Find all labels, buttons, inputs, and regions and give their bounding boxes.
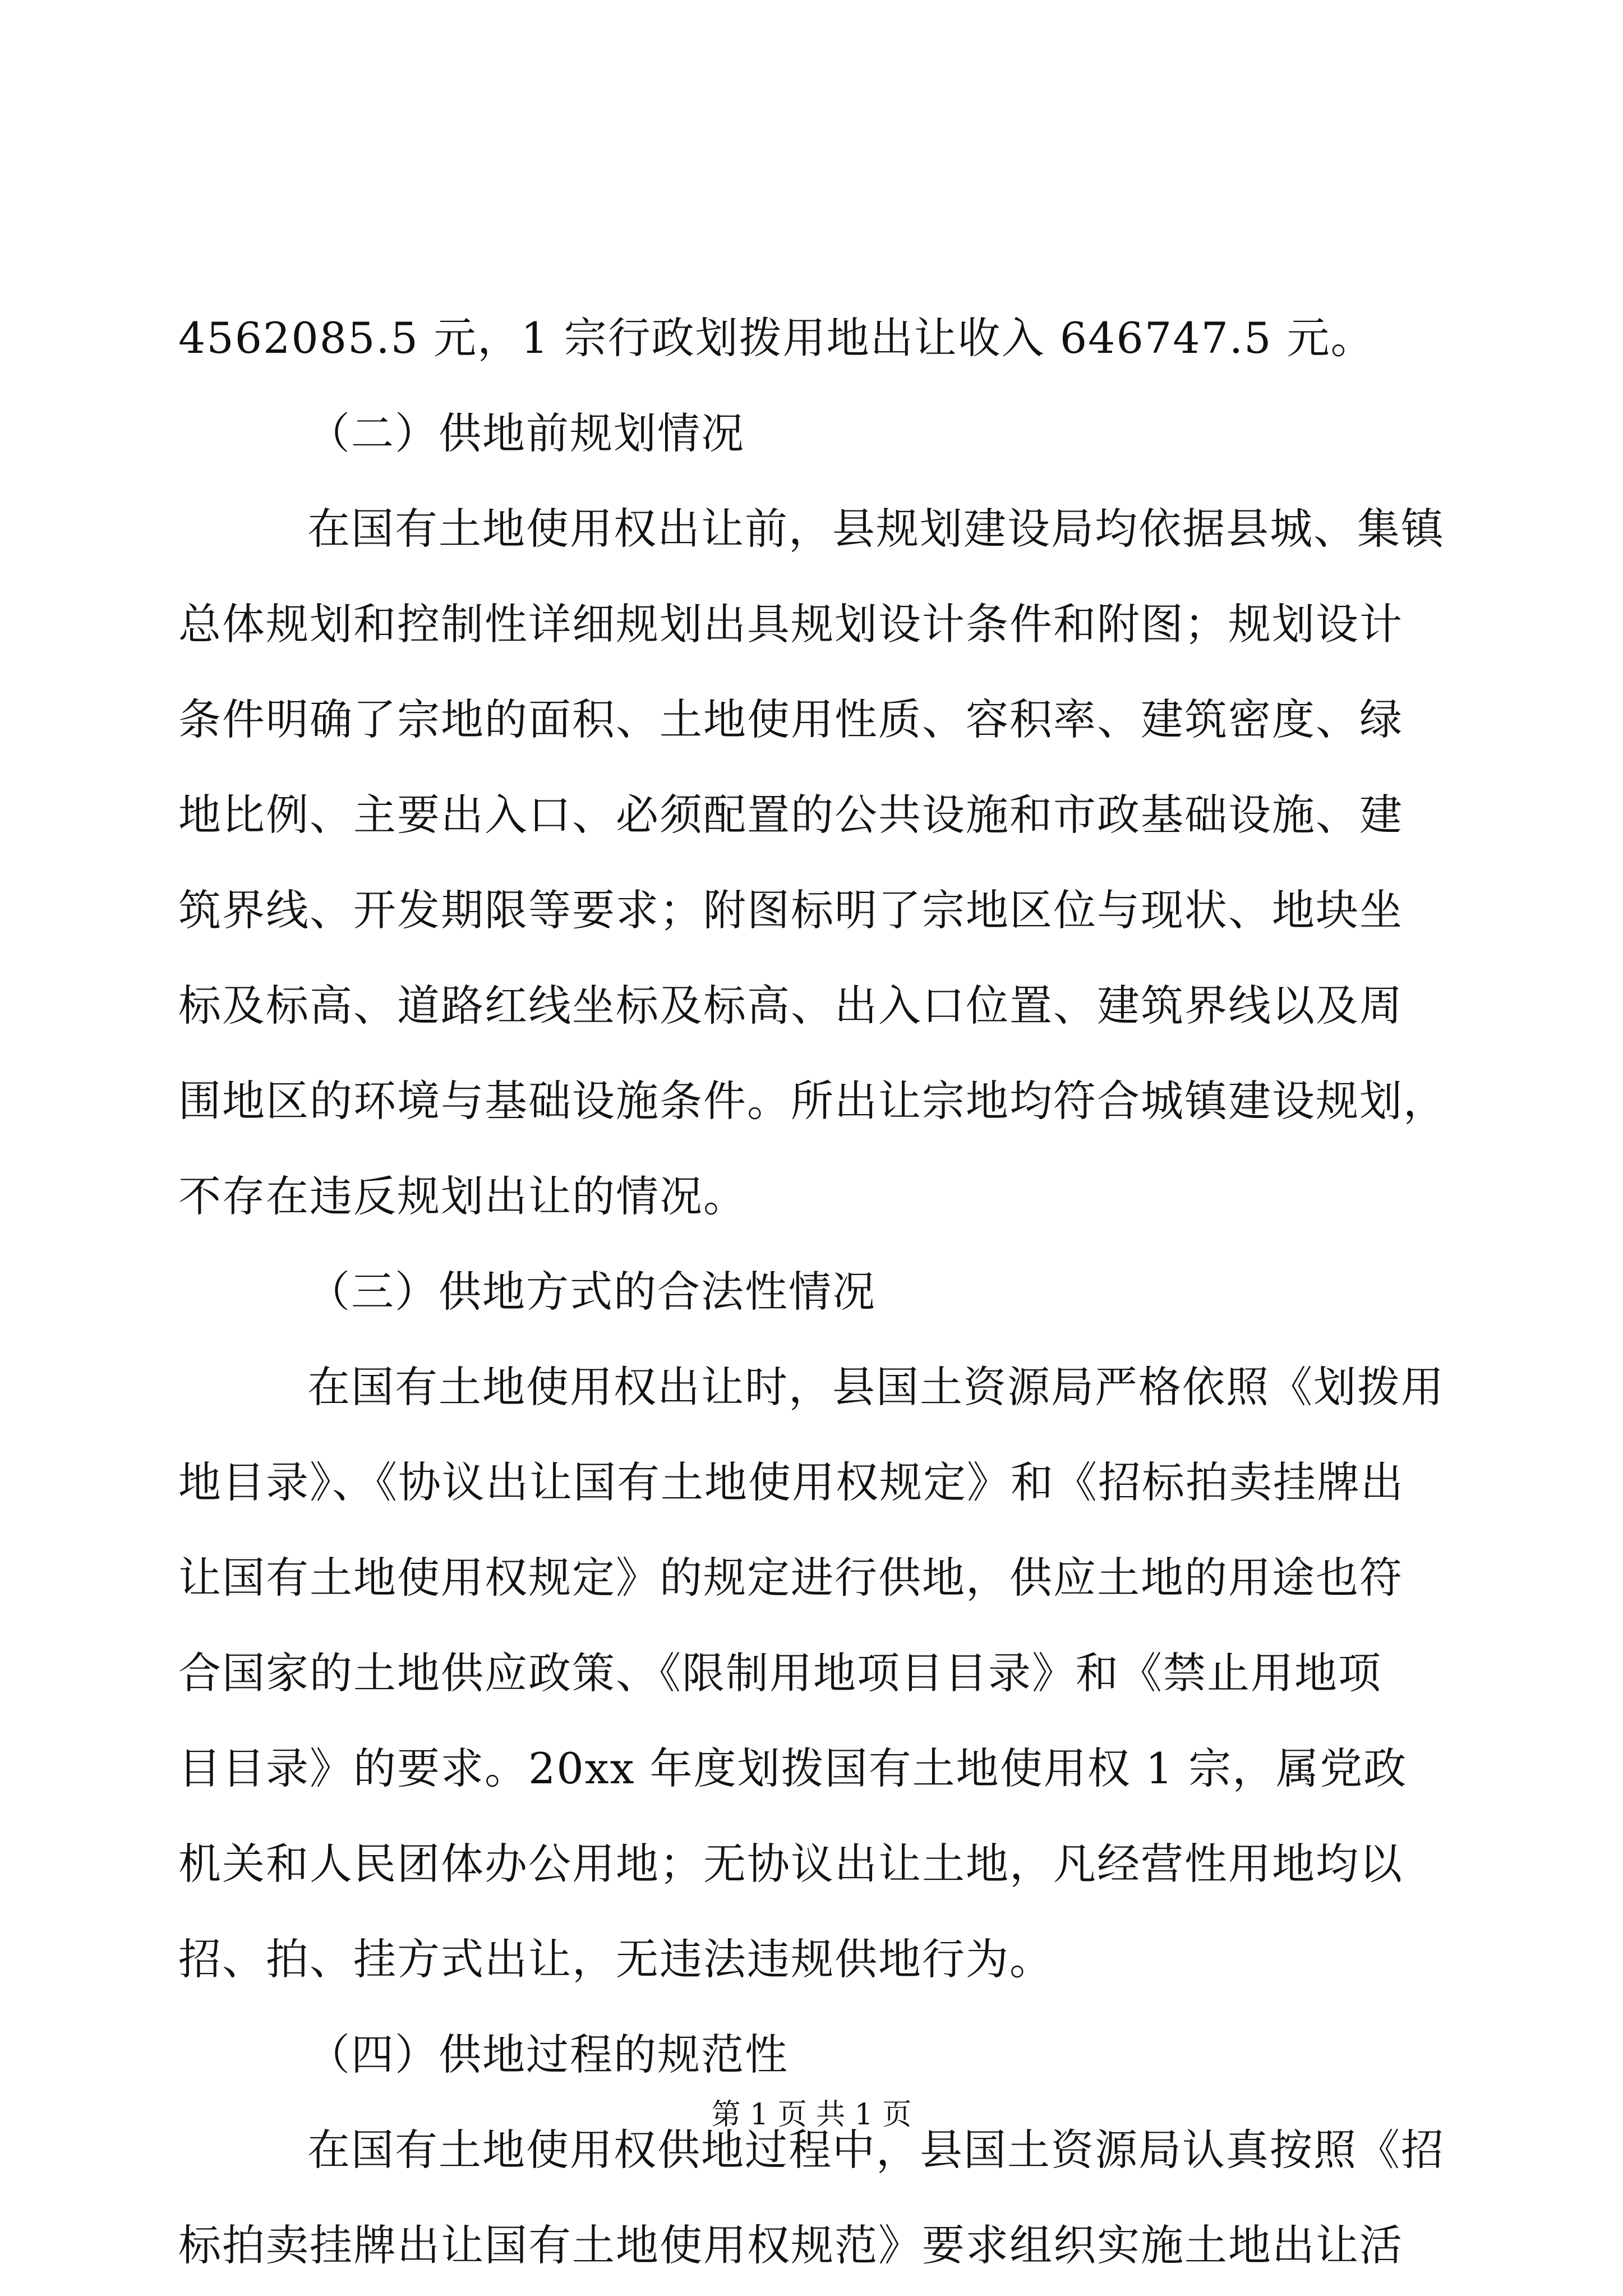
text-line: 地目录》、《协议出让国有土地使用权规定》和《招标拍卖挂牌出 [178,1457,1404,1507]
text-line: 在国有土地使用权出让前，县规划建设局均依据县城、集镇 [307,504,1445,554]
section-heading: （三）供地方式的合法性情况 [307,1267,876,1317]
section-heading: （二）供地前规划情况 [307,408,745,458]
text-line: 在国有土地使用权出让时，县国土资源局严格依照《划拨用 [307,1362,1445,1412]
text-line: 合国家的土地供应政策、《限制用地项目目录》和《禁止用地项 [178,1648,1382,1698]
text-line: 总体规划和控制性详细规划出具规划设计条件和附图；规划设计 [178,599,1403,649]
document-body [178,291,1457,2293]
text-line: 地比例、主要出入口、必须配置的公共设施和市政基础设施、建 [178,790,1403,840]
text-line: 让国有土地使用权规定》的规定进行供地，供应土地的用途也符 [178,1553,1403,1603]
text-line: 标及标高、道路红线坐标及标高、出入口位置、建筑界线以及周 [178,981,1403,1030]
text-line: 招、拍、挂方式出让，无违法违规供地行为。 [178,1934,1053,1984]
text-line: 筑界线、开发期限等要求；附图标明了宗地区位与现状、地块坐 [178,885,1403,935]
text-line: 条件明确了宗地的面积、土地使用性质、容积率、建筑密度、绿 [178,694,1403,744]
text-line: 标拍卖挂牌出让国有土地使用权规范》要求组织实施土地出让活 [178,2220,1403,2270]
text-line: 在国有土地使用权供地过程中，县国土资源局认真按照《招 [307,2125,1445,2175]
text-line: 目目录》的要求。20xx 年度划拨国有土地使用权 1 宗，属党政 [178,1743,1408,1793]
text-line: 围地区的环境与基础设施条件。所出让宗地均符合城镇建设规划， [178,1076,1447,1126]
section-heading: （四）供地过程的规范性 [307,2030,789,2079]
text-line: 不存在违反规划出让的情况。 [178,1171,747,1221]
text-line: 4562085.5 元，1 宗行政划拨用地出让收入 646747.5 元。 [178,313,1375,363]
text-line: 机关和人民团体办公用地；无协议出让土地，凡经营性用地均以 [178,1839,1403,1889]
page-footer [0,2092,1623,2137]
page-number: 第 1 页 共 1 页 [711,2098,912,2132]
